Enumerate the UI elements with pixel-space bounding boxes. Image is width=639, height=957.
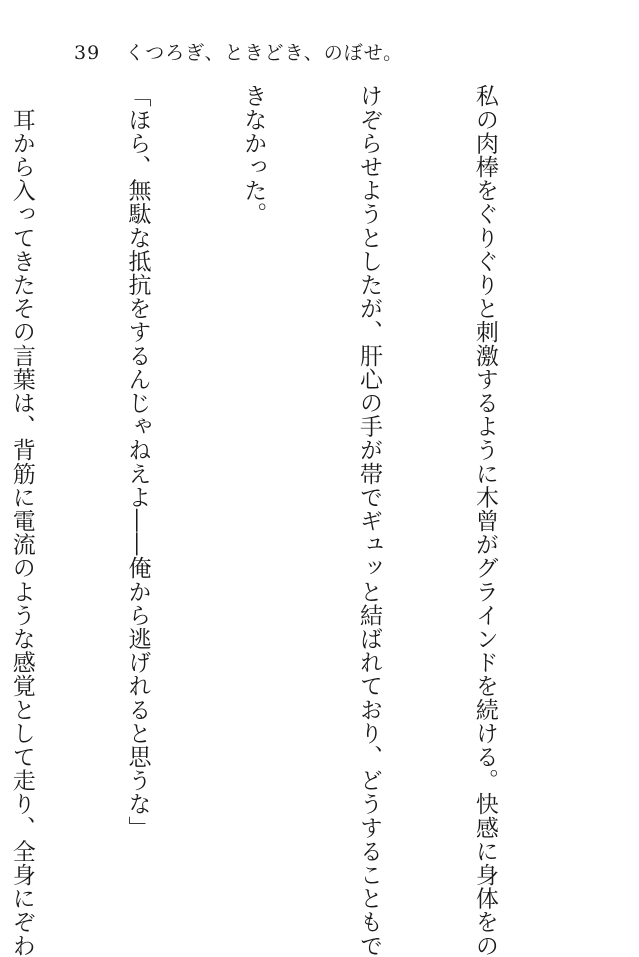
page-number: 39 [74, 42, 101, 64]
chapter-title: くつろぎ、ときどき、のぼせ。 [125, 42, 404, 64]
text-line: きなかった。 [240, 84, 267, 226]
vertical-body-text [0, 84, 581, 957]
text-line: 「ほら、無駄な抵抗をするんじゃねえよ――俺から逃げれると思うな」 [124, 84, 151, 840]
text-line: 耳から入ってきたその言葉は、背筋に電流のような感覚として走り、全身にぞわ [8, 107, 35, 957]
text-line: 私の肉棒をぐりぐりと刺激するように木曾がグラインドを続ける。快感に身体をの [471, 84, 498, 957]
running-header [74, 38, 403, 65]
text-line: けぞらせようとしたが、肝心の手が帯でギュッと結ばれており、どうすることもで [356, 84, 383, 957]
